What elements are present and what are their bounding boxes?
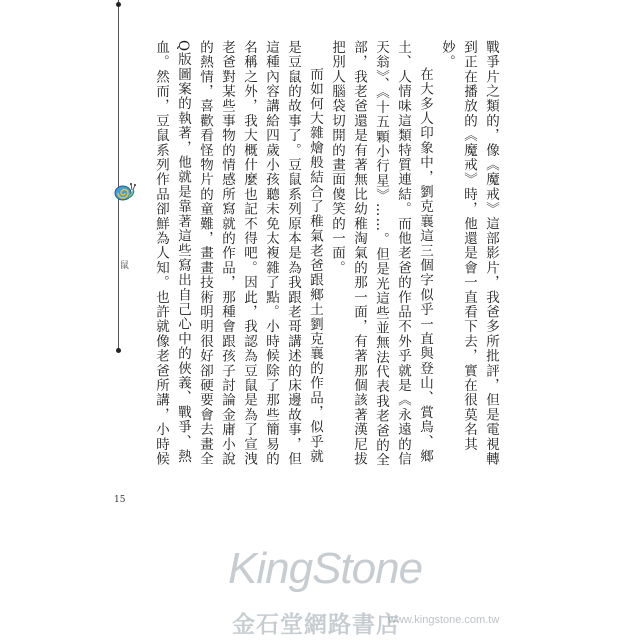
page-number: 15 (114, 495, 126, 505)
watermark (0, 530, 640, 640)
watermark-url: www.kingstone.com.tw (388, 614, 500, 626)
snail-icon (112, 176, 136, 202)
paragraph: 而如何大雜燴般結合了稚氣老爸跟鄉土劉克襄的作品，似乎就是豆鼠的故事了。豆鼠系列原本是為我跟老哥講述的床邊故事，但這種內容講給四歲小孩聽未免太複雜了點。小時候除了那些簡易的名稱之外，我大概什麼也記不得吧。因此，我認為豆鼠是為了宣洩老爸對某些事物的情感所寫就的作品，那種會跟孩子討論金庸小說的熱情，喜歡看怪物片的童難，畫畫技術明明很好卻硬要會去畫全Q版圖案的執著，他就是靠著這些寫出自己心中的俠義、戰爭、熱血。然而，豆鼠系列作品卻鮮為人知。也許就像老爸所講，小時候 (153, 40, 323, 467)
running-head: 鼠 (120, 261, 130, 271)
paragraph: 在大多人印象中，劉克襄這三個字似乎一直與登山、賞鳥、鄉土、人情味這類特質連結。而他老爸的作品不外乎就是《永遠的信天翁》、《十五顆小行星》……。但是光這些並無法代表我老爸的全部，我老爸還是有著無比幼稚淘氣的那一面，有著那個該著漢尼拔把別人腦袋切開的畫面傻笑的一面。 (329, 40, 433, 468)
margin-dot (116, 2, 121, 7)
watermark-logo: KingStone (228, 544, 423, 593)
body-text (150, 40, 502, 470)
paragraph: 戰爭片之類的，像《魔戒》這部影片，我爸多所批評，但是電視轉到正在播放的《魔戒》時，他還是會一直看下去，實在很莫名其妙。 (439, 40, 499, 467)
watermark-store-name: 金石堂網路書店 (232, 611, 400, 638)
margin-dot (116, 348, 121, 353)
